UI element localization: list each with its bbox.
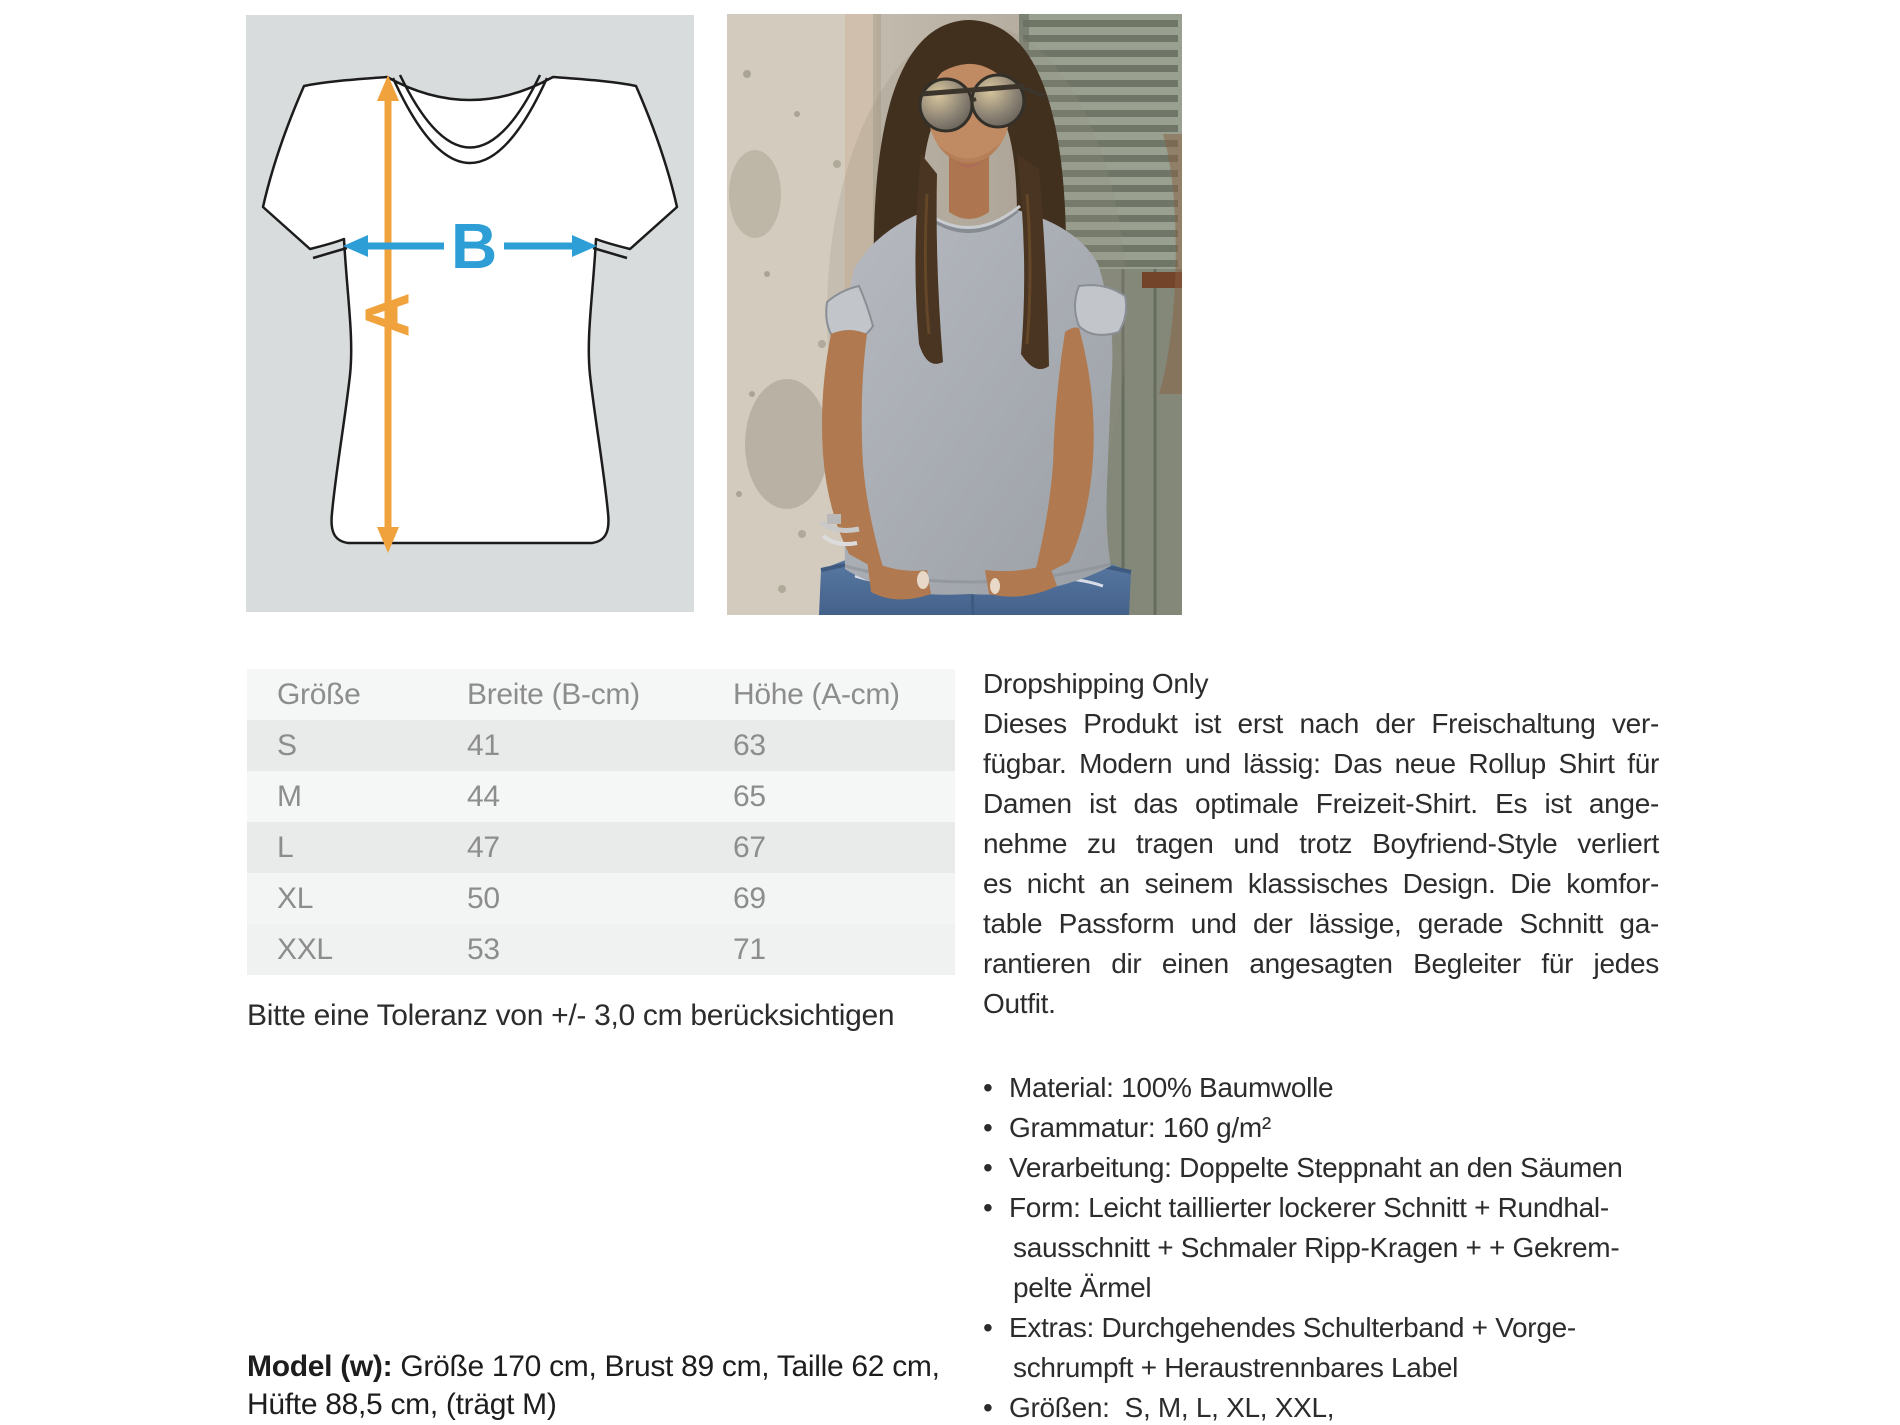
right-rolled-cuff bbox=[1075, 285, 1126, 335]
list-item-groessen: • Größen: S, M, L, XL, XXL, bbox=[983, 1388, 1683, 1425]
table-row-l bbox=[247, 822, 955, 873]
list-item-form-cont: sausschnitt + Schmaler Ripp-Kragen + + Gekrem- bbox=[983, 1228, 1683, 1268]
model-info-line1: Model (w): Größe 170 cm, Brust 89 cm, Taille 62 cm, bbox=[247, 1350, 940, 1383]
description-line: Outfit. bbox=[983, 988, 1056, 1019]
hoehe-cell: 65 bbox=[733, 780, 766, 813]
column-header-hoehe: Höhe (A-cm) bbox=[733, 678, 900, 711]
table-row-m bbox=[247, 771, 955, 822]
product-description bbox=[983, 664, 1659, 1024]
bullet-icon: • bbox=[983, 1312, 993, 1343]
left-thumb-nail bbox=[917, 571, 929, 589]
size-cell: S bbox=[277, 729, 297, 762]
size-cell: M bbox=[277, 780, 302, 813]
description-line: nehme zu tragen und trotz Boyfriend-Style verliert bbox=[983, 828, 1659, 859]
bullet-icon: • bbox=[983, 1112, 993, 1143]
size-cell: XXL bbox=[277, 933, 333, 966]
hoehe-cell: 71 bbox=[733, 933, 766, 966]
model-photo-illustration bbox=[727, 14, 1182, 615]
label-a: A bbox=[353, 292, 423, 338]
bullet-spacer bbox=[983, 1268, 1009, 1308]
size-cell: XL bbox=[277, 882, 314, 915]
description-line: rantieren dir einen angesagten Begleiter für jedes bbox=[983, 948, 1659, 979]
breite-cell: 41 bbox=[467, 729, 500, 762]
hoehe-cell: 67 bbox=[733, 831, 766, 864]
bullet-spacer bbox=[983, 1228, 1009, 1268]
description-heading: Dropshipping Only bbox=[983, 668, 1209, 699]
label-b: B bbox=[451, 210, 497, 282]
table-row-s bbox=[247, 720, 955, 771]
hoehe-cell: 63 bbox=[733, 729, 766, 762]
list-item-material: • Material: 100% Baumwolle bbox=[983, 1068, 1683, 1108]
product-photo[interactable] bbox=[727, 14, 1182, 615]
description-line: fügbar. Modern und lässig: Das neue Rollup Shirt für bbox=[983, 748, 1659, 779]
description-line: Damen ist das optimale Freizeit-Shirt. Es ist ange- bbox=[983, 788, 1659, 819]
right-thumb-nail bbox=[990, 578, 1000, 594]
model-label: Model (w): bbox=[247, 1350, 393, 1383]
description-line: es nicht an seinem klassisches Design. Die komfor- bbox=[983, 868, 1659, 899]
bullet-icon: • bbox=[983, 1392, 993, 1423]
breite-cell: 53 bbox=[467, 933, 500, 966]
column-header-groesse: Größe bbox=[277, 678, 361, 711]
feature-list bbox=[983, 1068, 1683, 1425]
breite-cell: 44 bbox=[467, 780, 500, 813]
list-item-grammatur: • Grammatur: 160 g/m² bbox=[983, 1108, 1683, 1148]
size-cell: L bbox=[277, 831, 294, 864]
model-info bbox=[247, 1348, 940, 1424]
bullet-icon: • bbox=[983, 1192, 993, 1223]
list-item-form: • Form: Leicht taillierter lockerer Schnitt + Rundhal- bbox=[983, 1188, 1683, 1228]
column-header-breite: Breite (B-cm) bbox=[467, 678, 640, 711]
bullet-spacer bbox=[983, 1348, 1009, 1388]
bullet-icon: • bbox=[983, 1072, 993, 1103]
list-item-extras-cont: schrumpft + Heraustrennbares Label bbox=[983, 1348, 1683, 1388]
description-line: table Passform und der lässige, gerade Schnitt ga- bbox=[983, 908, 1659, 939]
size-table bbox=[247, 669, 955, 975]
table-row-xl bbox=[247, 873, 955, 924]
breite-cell: 50 bbox=[467, 882, 500, 915]
size-table-header bbox=[247, 669, 955, 720]
list-item-form-cont2: pelte Ärmel bbox=[983, 1268, 1683, 1308]
size-diagram-image[interactable] bbox=[246, 15, 694, 612]
model-info-line2: Hüfte 88,5 cm, (trägt M) bbox=[247, 1388, 557, 1421]
bullet-icon: • bbox=[983, 1152, 993, 1183]
description-line: Dieses Produkt ist erst nach der Freischaltung ver- bbox=[983, 708, 1659, 739]
list-item-extras: • Extras: Durchgehendes Schulterband + Vorge- bbox=[983, 1308, 1683, 1348]
size-diagram-svg bbox=[246, 15, 694, 612]
tolerance-note: Bitte eine Toleranz von +/- 3,0 cm berücksichtigen bbox=[247, 999, 895, 1032]
hoehe-cell: 69 bbox=[733, 882, 766, 915]
list-item-verarbeitung: • Verarbeitung: Doppelte Steppnaht an den Säumen bbox=[983, 1148, 1683, 1188]
table-row-xxl bbox=[247, 924, 955, 975]
breite-cell: 47 bbox=[467, 831, 500, 864]
